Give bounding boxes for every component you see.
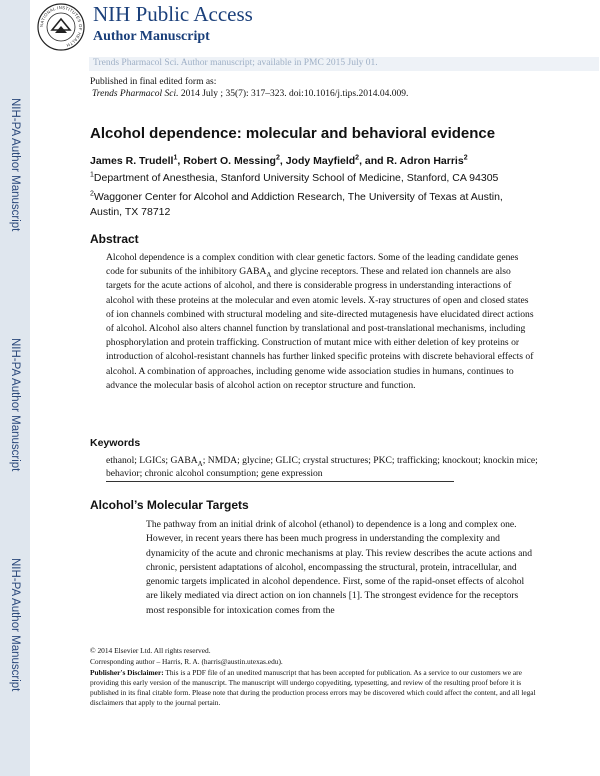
keywords-divider <box>106 481 454 482</box>
citation-details: 2014 July ; 35(7): 317–323. doi:10.1016/j.tips.2014.04.009. <box>178 89 409 99</box>
author-name: Robert O. Messing <box>183 155 276 167</box>
abstract-text: and glycine receptors. These and related ion channels are also targets for the acute actions of alcohol, and there is considerable progress in understanding interactions of alcohol with these proteins at the molecular and even atomic levels. X-ray structures of open and closed states of ion channels combined with structural modeling and site-directed mutagenesis have elucidated direct actions of alcohol. Alcohol also alters channel function by translational and post-translational mechanisms, including phosphorylation and protein trafficking. Construction of mutant mice with either deletion of key proteins or introduction of alcohol-resistant channels has further linked specific proteins with discrete behavioral effects of alcohol. A combination of approaches, including genome wide association studies in humans, continues to advance the molecular basis of alcohol action on receptor structure and function. <box>106 266 534 391</box>
keywords-text: ethanol; LGICs; GABA <box>106 455 198 466</box>
author-list <box>90 155 468 167</box>
article-title: Alcohol dependence: molecular and behavioral evidence <box>90 125 496 142</box>
nih-public-access-title: NIH Public Access <box>93 2 253 26</box>
keywords-text: ; NMDA; glycine; GLIC; crystal structures; PKC; trafficking; knockout; knockin mice; behavior; chronic alcohol consumption; gene expression <box>106 455 538 479</box>
affiliation <box>90 171 530 186</box>
published-label: Published in final edited form as: <box>90 77 217 87</box>
section-heading: Alcohol’s Molecular Targets <box>90 498 249 512</box>
abstract-text: Alcohol dependence is a complex condition with clear genetic factors. Some of the leading candidate genes code for subunits of the inhibitory GABA <box>106 252 519 278</box>
publication-info <box>90 76 408 100</box>
author-affiliation-marker: 2 <box>355 154 360 162</box>
keywords-body <box>106 454 538 480</box>
author-name: Jody Mayfield <box>285 155 356 167</box>
abstract-subscript: A <box>266 271 272 280</box>
affiliation <box>90 190 530 220</box>
author-name: R. Adron Harris <box>386 155 464 167</box>
author-separator: , and <box>359 155 387 167</box>
copyright-line: © 2014 Elsevier Ltd. All rights reserved. <box>90 646 211 655</box>
affiliation-marker: 2 <box>90 190 94 198</box>
author-affiliation-marker: 2 <box>275 154 280 162</box>
citation-line <box>90 88 408 100</box>
disclaimer-label: Publisher's Disclaimer: <box>90 668 164 677</box>
author-name: James R. Trudell <box>90 155 174 167</box>
section-body <box>146 518 538 618</box>
journal-name: Trends Pharmacol Sci. <box>92 89 179 99</box>
affiliation-text: Department of Anesthesia, Stanford University School of Medicine, Stanford, CA 94305 <box>93 172 499 184</box>
keywords-subscript: A <box>197 459 203 468</box>
keywords-heading: Keywords <box>90 437 141 449</box>
abstract-heading: Abstract <box>90 232 139 246</box>
author-manuscript-label: Author Manuscript <box>93 29 210 44</box>
author-separator: , <box>177 155 184 167</box>
affiliation-marker: 1 <box>90 171 94 179</box>
correspondence-line: Corresponding author – Harris, R. A. (harris@austin.utexas.edu). <box>90 657 283 666</box>
abstract-body <box>106 251 538 393</box>
disclaimer-text: This is a PDF file of an unedited manuscript that has been accepted for publication. As a service to our customers we are providing this early version of the manuscript. The manuscript will undergo copyediting, typesetting, and review of the resulting proof before it is published in its final citable form. Please note that during the production process errors may be discovered which could affect the content, and all legal disclaimers that apply to the journal pertain. <box>90 668 536 707</box>
nih-seal-logo <box>36 2 86 52</box>
author-affiliation-marker: 2 <box>463 154 468 162</box>
section-paragraph: The pathway from an initial drink of alcohol (ethanol) to dependence is a long and complex one. However, in recent years there has been much progress in understanding the complexity and dynamicity of the acute and chronic mechanisms at play. This review describes the acute actions and chronic, persistent adaptations of alcohol, encompassing the structural, protein, intracellular, and genomic targets implicated in alcohol dependence. First, some of the rapid-onset effects of alcohol are likely mediated via direct action on ion channels [1]. The strongest evidence for the receptors most responsible for intoxication comes from the <box>146 519 533 616</box>
manuscript-sidebar <box>0 0 30 776</box>
logo-ring-text: NATIONAL INSTITUTES OF HEALTH <box>38 4 84 49</box>
affiliation-text: Waggoner Center for Alcohol and Addiction Research, The University of Texas at Austin, Austin, TX 78712 <box>90 191 503 218</box>
publisher-disclaimer <box>90 668 540 708</box>
sidebar-label: NIH-PA Author Manuscript <box>9 98 21 232</box>
author-affiliation-marker: 1 <box>173 154 178 162</box>
author-separator: , <box>279 155 286 167</box>
journal-availability-note: Trends Pharmacol Sci. Author manuscript; available in PMC 2015 July 01. <box>93 58 378 68</box>
footnotes <box>90 646 540 709</box>
sidebar-label: NIH-PA Author Manuscript <box>9 338 21 472</box>
sidebar-label: NIH-PA Author Manuscript <box>9 558 21 692</box>
